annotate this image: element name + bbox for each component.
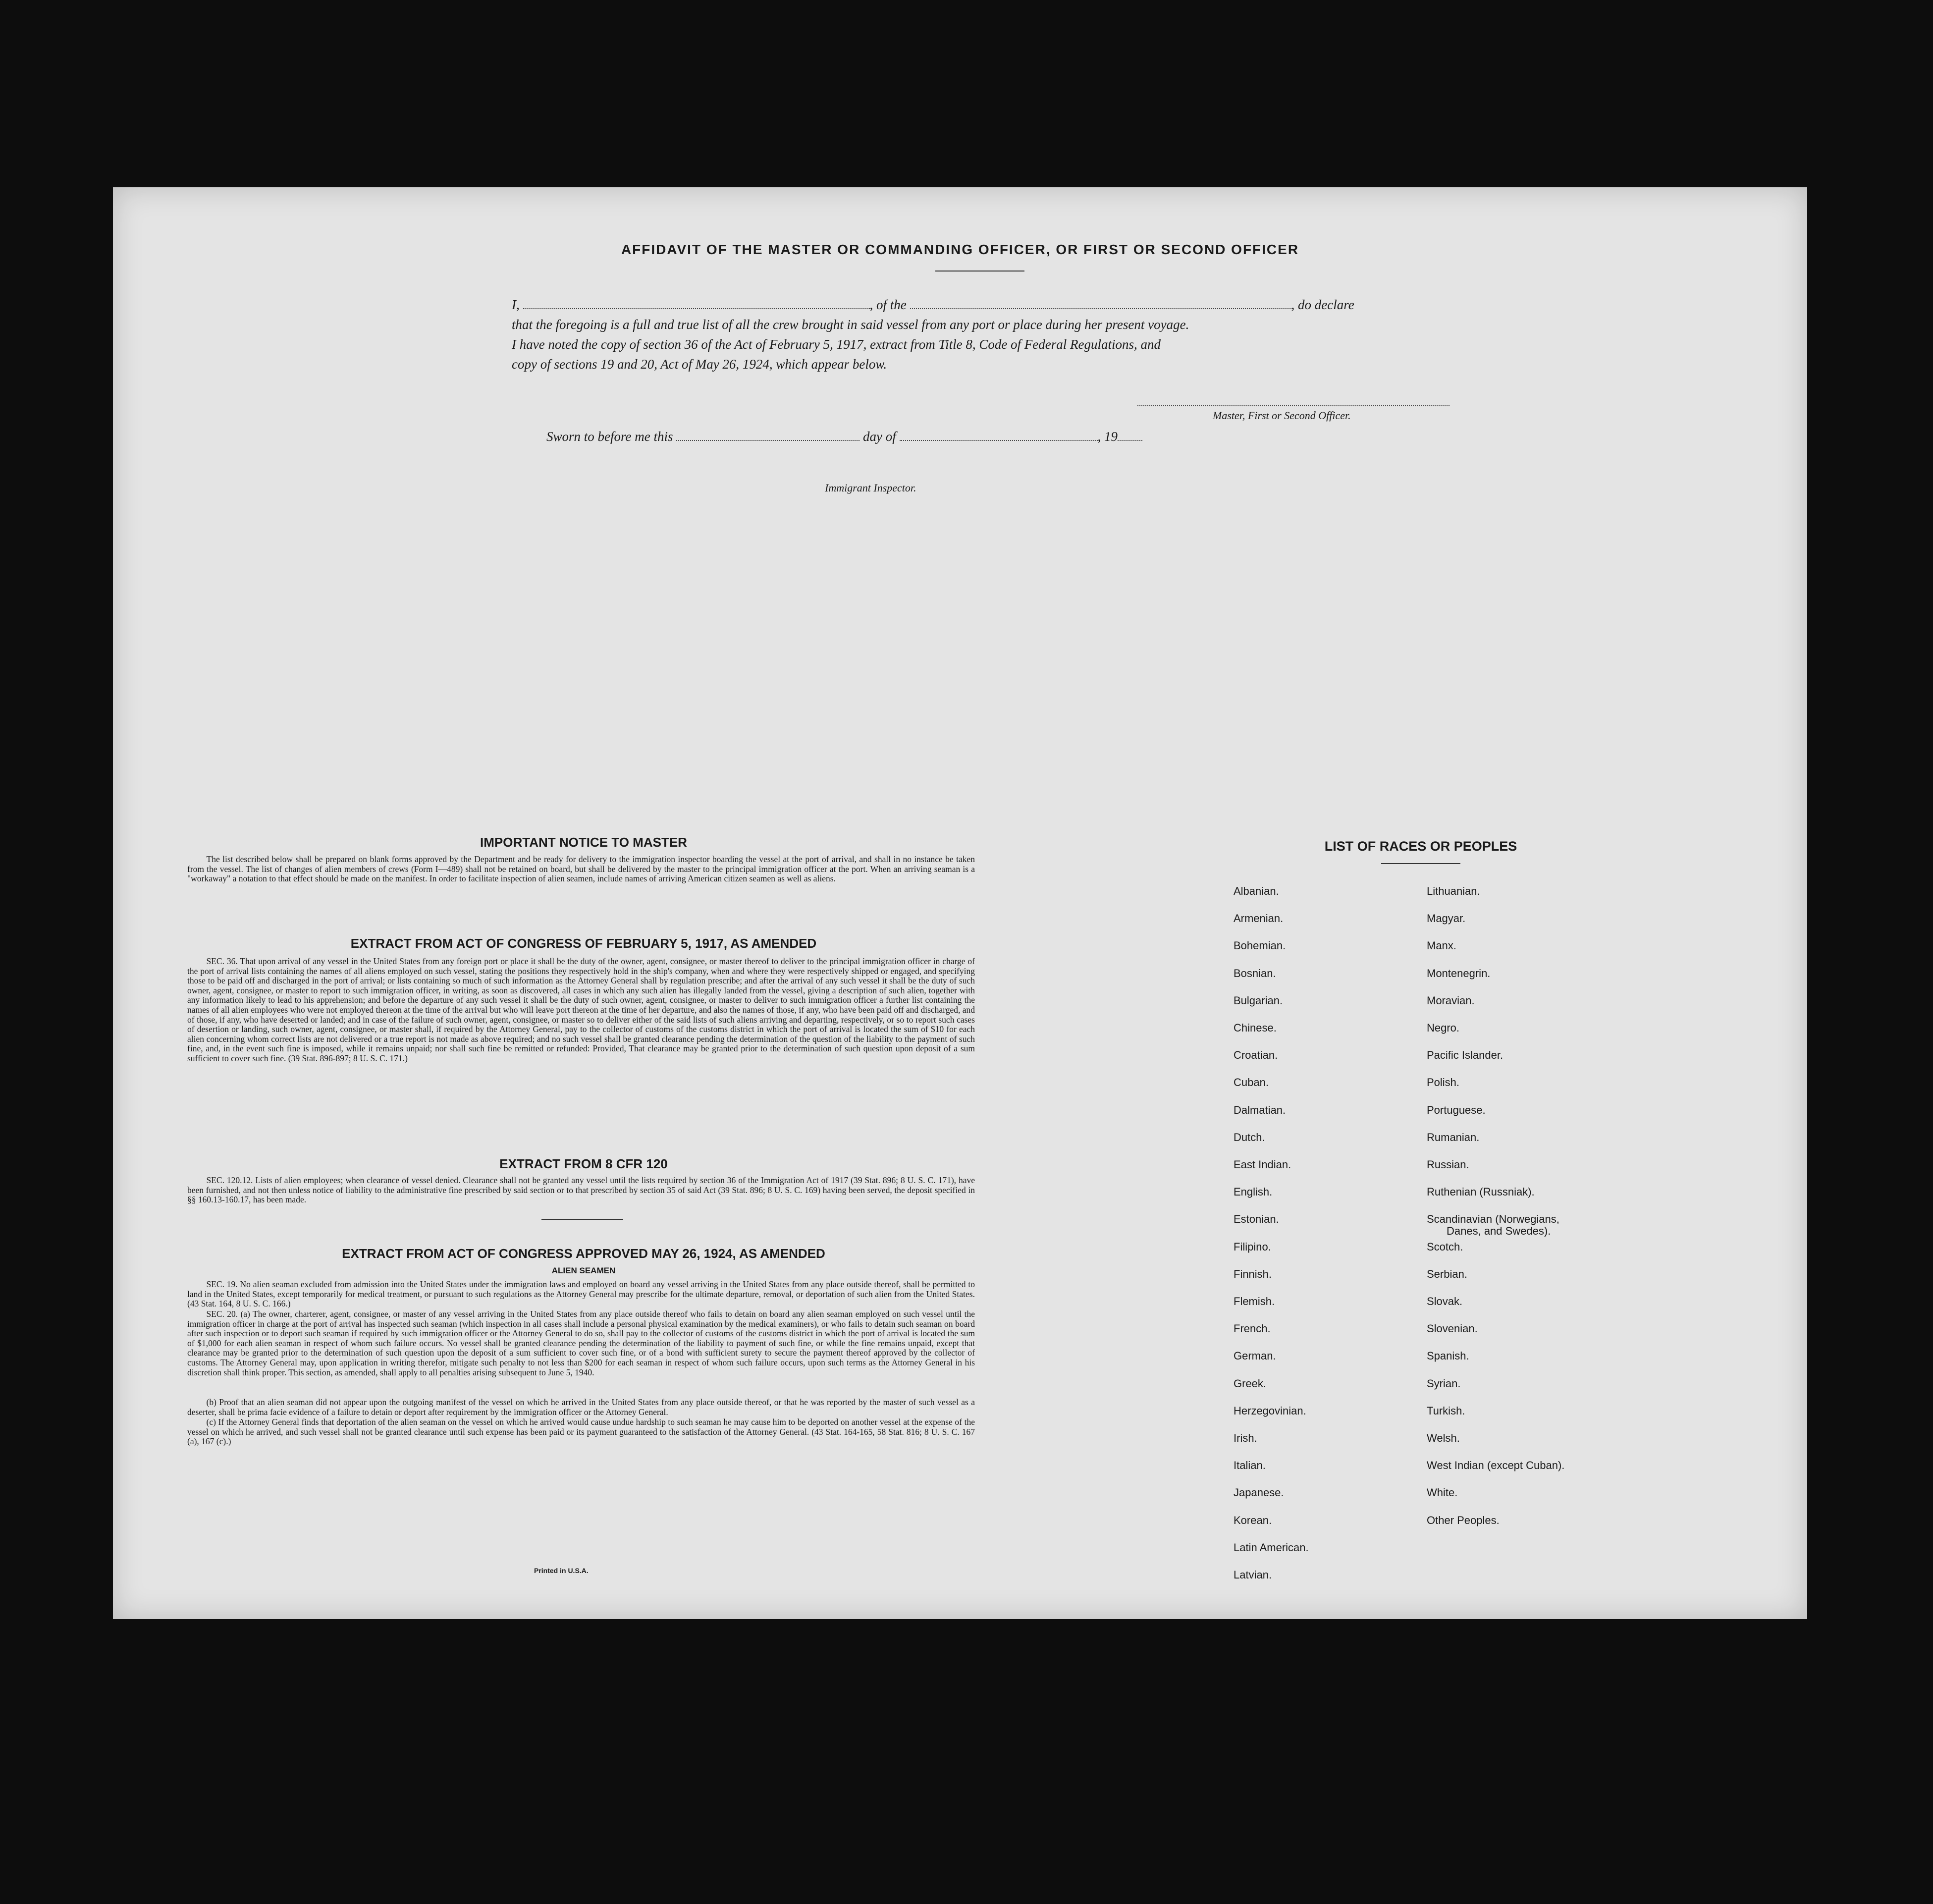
races-heading: LIST OF RACES OR PEOPLES bbox=[1324, 839, 1517, 854]
race-item: German. bbox=[1234, 1350, 1276, 1362]
race-item: Rumanian. bbox=[1427, 1131, 1480, 1143]
race-item: French. bbox=[1234, 1322, 1271, 1335]
race-item: Scotch. bbox=[1427, 1240, 1463, 1253]
race-item: Bosnian. bbox=[1234, 967, 1276, 979]
declaration-i: I, bbox=[512, 297, 520, 312]
signature-label: Master, First or Second Officer. bbox=[1213, 409, 1351, 422]
race-item: Montenegrin. bbox=[1427, 967, 1491, 979]
race-item: Pacific Islander. bbox=[1427, 1049, 1503, 1062]
sec-20b: (b) Proof that an alien seaman did not appear upon the outgoing manifest of the vessel on which he arrived in the United States from any place outside thereof, or that he was reported by the master of such vessel as a deserter, shall be prima facie evidence of a failure to detain or deport after requirement by the immigration officer or the Attorney General. bbox=[187, 1397, 975, 1417]
race-item: Scandinavian (Norwegians, bbox=[1427, 1213, 1559, 1226]
race-item: Dutch. bbox=[1234, 1131, 1265, 1143]
declaration-line-4: copy of sections 19 and 20, Act of May 26, 1924, which appear below. bbox=[512, 357, 887, 372]
extract-1917-heading: EXTRACT FROM ACT OF CONGRESS OF FEBRUARY 5, 1917, AS AMENDED bbox=[350, 936, 817, 951]
race-item: English. bbox=[1234, 1186, 1273, 1198]
sworn-year-blank[interactable] bbox=[1118, 431, 1142, 441]
race-item: East Indian. bbox=[1234, 1158, 1291, 1171]
race-item: Armenian. bbox=[1234, 912, 1284, 925]
race-item: Chinese. bbox=[1234, 1022, 1277, 1034]
race-item: Filipino. bbox=[1234, 1240, 1271, 1253]
name-blank[interactable] bbox=[523, 299, 870, 309]
race-item: Flemish. bbox=[1234, 1295, 1275, 1307]
race-item: Russian. bbox=[1427, 1158, 1469, 1171]
race-item: Latin American. bbox=[1234, 1541, 1309, 1554]
race-item: Other Peoples. bbox=[1427, 1514, 1500, 1526]
race-item: Cuban. bbox=[1234, 1076, 1269, 1089]
sworn-day-of: day of bbox=[863, 429, 896, 444]
declaration-line-3: I have noted the copy of section 36 of the Act of February 5, 1917, extract from Title 8, Code of Federal Regulations, and bbox=[512, 337, 1161, 352]
notice-heading: IMPORTANT NOTICE TO MASTER bbox=[480, 835, 687, 850]
race-item: Serbian. bbox=[1427, 1267, 1467, 1280]
race-item: Polish. bbox=[1427, 1076, 1460, 1089]
race-item: Dalmatian. bbox=[1234, 1103, 1286, 1116]
race-item: Syrian. bbox=[1427, 1377, 1461, 1390]
vessel-blank[interactable] bbox=[910, 299, 1291, 309]
declaration-do-declare: , do declare bbox=[1291, 297, 1354, 312]
sec-19: SEC. 19. No alien seaman excluded from admission into the United States under the immigration laws and employed on board any vessel arriving in the United States from any place outside thereof, shall be permitted to land in the United States, except temporarily for medical treatment, or pursuant to such regulations as the Attorney General may prescribe for the ultimate departure, removal, or deportation of such alien from the United States. (43 Stat. 164, 8 U. S. C. 166.) bbox=[187, 1279, 975, 1309]
race-item: Albanian. bbox=[1234, 885, 1279, 897]
sworn-line bbox=[546, 429, 1142, 444]
sworn-day-blank[interactable] bbox=[676, 431, 859, 441]
declaration-line-2: that the foregoing is a full and true list of all the crew brought in said vessel from any port or place during her present voyage. bbox=[512, 317, 1189, 332]
race-item: Moravian. bbox=[1427, 994, 1475, 1007]
race-item: Negro. bbox=[1427, 1022, 1460, 1034]
race-item: Turkish. bbox=[1427, 1404, 1465, 1417]
race-item: Portuguese. bbox=[1427, 1103, 1486, 1116]
race-item: Manx. bbox=[1427, 939, 1456, 952]
race-item: Slovak. bbox=[1427, 1295, 1463, 1307]
race-item: Estonian. bbox=[1234, 1213, 1279, 1226]
sec-20c: (c) If the Attorney General finds that deportation of the alien seaman on the vessel on which he arrived would cause undue hardship to such seaman he may cause him to be deported on another vessel at the expense of the vessel on which he arrived, and such vessel shall not be granted clearance until such expense has been paid or its payment guaranteed to the satisfaction of the Attorney General. (43 Stat. 164-165, 58 Stat. 816; 8 U. S. C. 167 (a), 167 (c).) bbox=[187, 1417, 975, 1447]
printed-in-usa: Printed in U.S.A. bbox=[534, 1567, 589, 1575]
alien-seamen-heading: ALIEN SEAMEN bbox=[551, 1266, 616, 1275]
form-sheet bbox=[113, 187, 1807, 1619]
race-item: Japanese. bbox=[1234, 1486, 1284, 1499]
race-item: Irish. bbox=[1234, 1432, 1257, 1444]
race-item: Croatian. bbox=[1234, 1049, 1278, 1062]
race-item: Greek. bbox=[1234, 1377, 1267, 1390]
extract-1924-heading: EXTRACT FROM ACT OF CONGRESS APPROVED MAY 26, 1924, AS AMENDED bbox=[342, 1246, 825, 1261]
race-item: White. bbox=[1427, 1486, 1458, 1499]
sworn-text: Sworn to before me this bbox=[546, 429, 673, 444]
sworn-year-prefix: , 19 bbox=[1097, 429, 1118, 444]
race-item: Italian. bbox=[1234, 1459, 1266, 1472]
race-item: Ruthenian (Russniak). bbox=[1427, 1186, 1535, 1198]
race-item: Slovenian. bbox=[1427, 1322, 1478, 1335]
race-item: Welsh. bbox=[1427, 1432, 1460, 1444]
race-item: West Indian (except Cuban). bbox=[1427, 1459, 1565, 1472]
sec-20a: SEC. 20. (a) The owner, charterer, agent, consignee, or master of any vessel arriving in the United States from any place outside thereof who fails to detain on board any alien seaman employed on such vessel until the immigration officer in charge at the port of arrival has inspected such seaman (which inspection in all cases shall include a personal physical examination by the medical examiners), or who fails to detain such seaman on board after such inspection or to deport such seaman if required by such immigration officer or the Attorney General to do so, shall pay to the collector of customs of the customs district in which the port of arrival is located the sum of $1,000 for each alien seaman in respect of whom such failure occurs. No vessel shall be granted clearance pending the determination of the liability to payment of such fine, or while the fine remains unpaid, except that clearance may be granted prior to the determination of such question upon the deposit of a sum sufficient to cover such fine, or of a bond with sufficient surety to secure the payment thereof approved by the collector of customs. The Attorney General may, upon application in writing therefor, mitigate such penalty to not less than $200 for each seaman in respect of whom such failure occurs, upon such terms as the Attorney General in his discretion shall think proper. This section, as amended, shall apply to all penalties arising subsequent to June 5, 1940. bbox=[187, 1309, 975, 1377]
race-item: Herzegovinian. bbox=[1234, 1404, 1306, 1417]
race-item: Spanish. bbox=[1427, 1350, 1469, 1362]
race-item: Danes, and Swedes). bbox=[1447, 1225, 1551, 1238]
title-rule bbox=[935, 271, 1024, 272]
declaration-line-1 bbox=[512, 297, 1354, 313]
extract-cfr-heading: EXTRACT FROM 8 CFR 120 bbox=[499, 1156, 668, 1171]
race-item: Korean. bbox=[1234, 1514, 1272, 1526]
declaration-of-the: , of the bbox=[869, 297, 907, 312]
section-rule bbox=[541, 1219, 623, 1220]
sworn-month-blank[interactable] bbox=[900, 431, 1098, 441]
affidavit-title: AFFIDAVIT OF THE MASTER OR COMMANDING OFFICER, OR FIRST OR SECOND OFFICER bbox=[621, 242, 1299, 257]
race-item: Bulgarian. bbox=[1234, 994, 1283, 1007]
inspector-label: Immigrant Inspector. bbox=[825, 482, 916, 494]
race-item: Lithuanian. bbox=[1427, 885, 1480, 897]
notice-body: The list described below shall be prepared on blank forms approved by the Department and be ready for delivery to the immigration inspector boarding the vessel at the port of arrival, and shall in no instance be taken from the vessel. The list of changes of alien members of crews (Form I—489) shall not be retained on board, but shall be delivered by the master to the principal immigration officer at the port. When an arriving seaman is a "workaway" a notation to that effect should be made on the manifest. In order to facilitate inspection of alien seamen, include names of arriving American citizen seamen as well as aliens. bbox=[187, 854, 975, 884]
races-rule bbox=[1381, 863, 1460, 864]
signature-line[interactable] bbox=[1137, 405, 1450, 406]
race-item: Magyar. bbox=[1427, 912, 1466, 925]
extract-1917-body: SEC. 36. That upon arrival of any vessel in the United States from any foreign port or place it shall be the duty of the owner, agent, consignee, or master thereof to deliver to the principal immigration officer in charge of the port of arrival lists containing the names of all aliens employed on such vessel, stating the positions they respectively hold in the ship's company, when and where they were respectively shipped or engaged, and specifying those to be paid off and discharged in the port of arrival; or lists containing so much of such information as the Attorney General shall by regulation prescribe; and after the arrival of any such vessel it shall be the duty of such owner, agent, consignee, or master to report to such immigration officer, in writing, as soon as discovered, all cases in which any such alien has illegally landed from the vessel, giving a description of such alien, together with any information likely to lead to his apprehension; and before the departure of any such vessel it shall be the duty of such owner, agent, consignee, or master to deliver to such immigration officer a further list containing the names of all alien employees who were not employed thereon at the time of the arrival but who will leave port thereon at the time of her departure, and also the names of those, if any, who have been paid off and discharged, and of those, if any, who have deserted or landed; and in case of the failure of such owner, agent, consignee, or master so to deliver either of the said lists of such aliens arriving and departing, respectively, or so to report such cases of desertion or landing, such owner, agent, consignee, or master shall, if required by the Attorney General, pay to the collector of customs of the customs district in which the port of arrival is located the sum of $10 for each alien concerning whom correct lists are not delivered or a true report is not made as above required; and no such vessel shall be granted clearance pending the determination of the question of the liability to the payment of such fine, and, in the event such fine is imposed, while it remains unpaid; nor shall such fine be remitted or refunded: Provided, That clearance may be granted prior to the determination of such question upon deposit of a sum sufficient to cover such fine. (39 Stat. 896-897; 8 U. S. C. 171.) bbox=[187, 956, 975, 1063]
race-item: Finnish. bbox=[1234, 1267, 1272, 1280]
extract-cfr-body: SEC. 120.12. Lists of alien employees; when clearance of vessel denied. Clearance shall not be granted any vessel until the lists required by section 36 of the Immigration Act of 1917 (39 Stat. 896; 8 U. S. C. 171), have been furnished, and not then unless notice of liability to the administrative fine prescribed by said section or to that prescribed by section 35 of said Act (39 Stat. 896; 8 U. S. C. 169) having been served, the deposit specified in §§ 160.13-160.17, has been made. bbox=[187, 1175, 975, 1205]
race-item: Latvian. bbox=[1234, 1569, 1272, 1581]
race-item: Bohemian. bbox=[1234, 939, 1286, 952]
